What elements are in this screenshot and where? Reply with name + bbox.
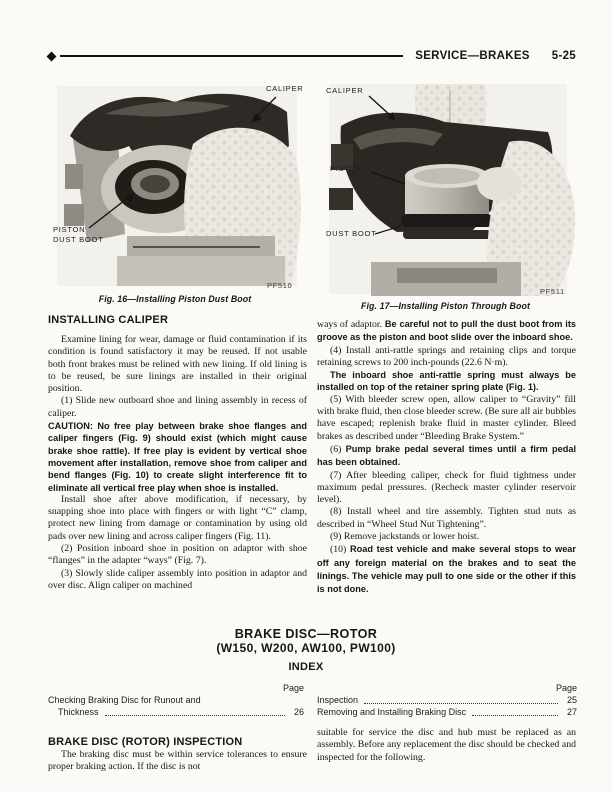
index-entry-line1: Checking Braking Disc for Runout and xyxy=(48,695,201,705)
caliper-label: CALIPER xyxy=(266,84,304,93)
index-entry-page: 25 xyxy=(566,695,577,705)
rotor-subtitle: (W150, W200, AW100, PW100) xyxy=(216,641,396,655)
inspection-left-paragraph xyxy=(48,749,307,774)
left-text-column xyxy=(48,314,307,592)
figure-17-caption: Fig. 17—Installing Piston Through Boot xyxy=(361,301,530,311)
paragraph-step-7: (7) After bleeding caliper, check for fluid tightness under maximum pedal pressures. (Recheck master cylinder reservoir level). xyxy=(317,469,576,506)
paragraph-step-10 xyxy=(317,543,576,596)
paragraph-step-1: (1) Slide new outboard shoe and lining assembly in recess of caliper. xyxy=(48,395,307,419)
paragraph-step-8: (8) Install wheel and tire assembly. Tighten stud nuts as described in “Wheel Stud Nut Tightening”. xyxy=(317,506,576,530)
inspection-right-paragraph xyxy=(317,727,576,764)
section-heading-brake-disc-inspection: BRAKE DISC (ROTOR) INSPECTION xyxy=(48,736,243,749)
dot-leader xyxy=(105,715,285,716)
rotor-title: BRAKE DISC—ROTOR xyxy=(234,627,378,641)
paragraph-text: (10) xyxy=(330,544,350,556)
index-entry xyxy=(317,695,577,707)
index-entry-label: Removing and Installing Braking Disc xyxy=(317,706,467,717)
paragraph xyxy=(317,318,576,345)
right-text-column xyxy=(317,318,576,597)
paragraph-step-4: (4) Install anti-rattle springs and retaining clips and torque retaining screws to 200 inch-pounds (22.6 N·m). xyxy=(317,344,576,368)
note-paragraph: The inboard shoe anti-rattle spring must always be installed on top of the retainer spring plate (Fig. 1). xyxy=(317,370,576,393)
paragraph-text: (6) xyxy=(330,443,346,455)
figure-16-caption: Fig. 16—Installing Piston Dust Boot xyxy=(98,294,252,304)
paragraph-step-2: (2) Position inboard shoe in position on adaptor with shoe “flanges” in the adapter “ways” (Fig. 7). xyxy=(48,543,307,567)
index-entry-label: Inspection xyxy=(317,695,359,705)
dust-boot-label: DUST BOOT xyxy=(326,229,377,238)
page-header xyxy=(48,50,576,62)
index-entry xyxy=(317,707,577,719)
paragraph: Install shoe after above modification, if necessary, by snapping shoe into place with fingers or with light “C” clamp, protect new lining from damage or contamination by using old pads over new lining and across caliper fingers (Fig. 11). xyxy=(48,493,307,542)
index-entry xyxy=(48,707,304,719)
figure-16-photo xyxy=(45,84,305,289)
piston-label: PISTON xyxy=(330,164,363,173)
figure-17 xyxy=(313,84,578,311)
caliper-label: CALIPER xyxy=(326,86,364,95)
page-column-label: Page xyxy=(555,683,577,693)
index-entry-page: 26 xyxy=(293,706,304,717)
paragraph-step-5: (5) With bleeder screw open, allow caliper to “Gravity” fill with brake fluid, then close bleeder screw. (Be sure all air bubbles have escaped; replenish brake fluid in master cylinder. Bleed brakes as described under “Bleeding Brake System.” xyxy=(317,393,576,442)
piston-through-boot-photo-illustration xyxy=(313,84,578,296)
page-header-title: SERVICE—BRAKES xyxy=(415,50,530,62)
caliper-dust-boot-photo-illustration xyxy=(45,84,305,289)
photo-id: PF510 xyxy=(267,281,293,290)
paragraph-step-3: (3) Slowly slide caliper assembly into position in adaptor and over disc. Align caliper on machined xyxy=(48,567,307,591)
index-entry-page: 27 xyxy=(566,706,577,717)
header-rule xyxy=(60,55,403,57)
rotor-section-heading xyxy=(0,628,612,673)
page-number: 5-25 xyxy=(551,50,576,62)
dot-leader xyxy=(472,715,558,716)
dot-leader xyxy=(364,703,558,704)
diamond-bullet-icon xyxy=(47,51,57,61)
caution-paragraph: CAUTION: No free play between brake shoe flanges and caliper fingers (Fig. 9) should exist (which might cause brake shoe rattle). If free play is evident by vertical shoe movement after installation, remove shoe from caliper and bend flanges (Fig. 10) to create slight interference fit to eliminate all vertical free play when shoe is installed. xyxy=(48,421,307,493)
index-right-column xyxy=(317,683,577,718)
paragraph: suitable for service the disc and hub must be replaced as an assembly. Before any replacement the disc should be checked and inspected for the following. xyxy=(317,727,576,763)
section-heading-installing-caliper: INSTALLING CALIPER xyxy=(48,314,169,326)
dust-boot-label-line: DUST BOOT xyxy=(53,234,104,244)
photo-id: PF511 xyxy=(540,287,565,296)
index-heading: INDEX xyxy=(288,661,324,673)
index-left-column xyxy=(48,683,304,718)
piston-label-line: PISTON xyxy=(53,225,86,234)
paragraph-step-6 xyxy=(317,443,576,470)
index-entry-label: Thickness xyxy=(58,706,99,717)
paragraph: The braking disc must be within service tolerances to ensure proper braking action. If the disc is not xyxy=(48,749,307,773)
piston-dust-boot-label xyxy=(53,225,103,244)
paragraph-bold-text: Be careful not to pull the dust boot from its groove as the piston and boot slide over the inboard shoe. xyxy=(317,319,576,343)
figure-17-photo xyxy=(313,84,578,296)
paragraph-bold-text: Road test vehicle and make several stops to wear off any foreign material on the brakes and to seat the linings. The vehicle may pull to one side or the other if this is not done. xyxy=(317,544,576,595)
paragraph-step-9: (9) Remove jackstands or lower hoist. xyxy=(330,531,480,543)
paragraph-text: ways of adaptor. xyxy=(317,319,385,330)
paragraph: Examine lining for wear, damage or fluid contamination if its condition is found satisfactory it may be reused. If not usable both front brakes must be relined with new lining. If old lining is to be reused, be sure linings are installed in their original position. xyxy=(48,334,307,395)
paragraph-bold-text: Pump brake pedal several times until a firm pedal has been obtained. xyxy=(317,443,577,468)
figure-16 xyxy=(45,84,305,304)
page-column-label: Page xyxy=(282,683,304,693)
